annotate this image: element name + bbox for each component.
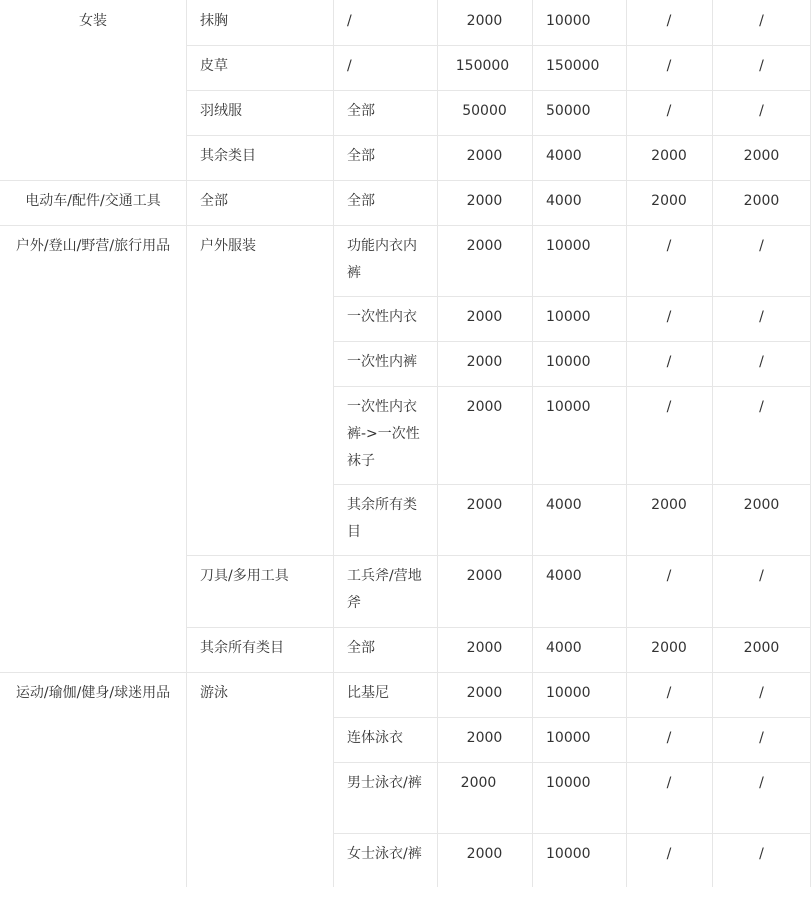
- value-1-cell: 2000: [466, 309, 503, 325]
- value-4-cell: 2000: [743, 640, 780, 656]
- value-3-cell: /: [666, 399, 672, 415]
- row-divider: [333, 341, 811, 342]
- value-2-cell: 4000: [546, 497, 582, 513]
- item-cell: 全部: [347, 640, 375, 656]
- value-3-cell: /: [666, 309, 672, 325]
- item-cell: 全部: [347, 193, 375, 209]
- value-4-cell: /: [759, 309, 764, 325]
- item-cell: 其余所有类目: [347, 497, 417, 540]
- value-1-cell: 2000: [466, 497, 503, 513]
- value-1-cell: 2000: [466, 568, 503, 584]
- row-divider: [186, 135, 811, 136]
- value-1-cell: 2000: [460, 775, 497, 791]
- subcategory-cell: 全部: [200, 193, 228, 209]
- value-4-cell: /: [759, 13, 764, 29]
- value-2-cell: 10000: [546, 775, 591, 791]
- subcategory-cell: 户外服装: [200, 238, 256, 254]
- row-divider: [333, 762, 811, 763]
- value-4-cell: /: [759, 58, 764, 74]
- row-divider: [186, 90, 811, 91]
- subcategory-cell: 其余所有类目: [200, 640, 284, 656]
- value-3-cell: /: [666, 568, 672, 584]
- item-cell: /: [347, 13, 352, 29]
- value-3-cell: /: [666, 103, 672, 119]
- value-3-cell: /: [666, 685, 672, 701]
- subcategory-cell: 皮草: [200, 58, 228, 74]
- value-2-cell: 10000: [546, 730, 591, 746]
- row-divider: [333, 484, 811, 485]
- item-cell: 功能内衣内裤: [347, 238, 417, 281]
- value-1-cell: 2000: [466, 354, 503, 370]
- row-divider: [333, 386, 811, 387]
- item-cell: 男士泳衣/裤: [347, 775, 422, 791]
- item-cell: 全部: [347, 103, 375, 119]
- value-1-cell: 2000: [466, 730, 503, 746]
- item-cell: 比基尼: [347, 685, 389, 701]
- value-4-cell: /: [759, 103, 764, 119]
- value-4-cell: 2000: [743, 497, 780, 513]
- item-cell: 一次性内衣: [347, 309, 417, 325]
- category-cell: 户外/登山/野营/旅行用品: [15, 238, 171, 254]
- value-2-cell: 10000: [546, 354, 591, 370]
- value-2-cell: 10000: [546, 846, 591, 862]
- value-3-cell: 2000: [651, 148, 687, 164]
- value-4-cell: /: [759, 775, 764, 791]
- item-cell: 全部: [347, 148, 375, 164]
- category-cell: 运动/瑜伽/健身/球迷用品: [15, 685, 171, 701]
- item-cell: 一次性内衣裤->一次性袜子: [347, 399, 420, 469]
- value-3-cell: /: [666, 354, 672, 370]
- subcategory-cell: 其余类目: [200, 148, 256, 164]
- value-4-cell: 2000: [743, 193, 780, 209]
- value-2-cell: 10000: [546, 13, 591, 29]
- category-cell: 女装: [79, 13, 107, 29]
- value-1-cell: 2000: [466, 193, 503, 209]
- item-cell: 一次性内裤: [347, 354, 417, 370]
- value-1-cell: 2000: [466, 640, 503, 656]
- item-cell: /: [347, 58, 352, 74]
- column-divider: [532, 0, 533, 887]
- value-4-cell: 2000: [743, 148, 780, 164]
- value-2-cell: 4000: [546, 193, 582, 209]
- value-4-cell: /: [759, 730, 764, 746]
- value-4-cell: /: [759, 846, 764, 862]
- value-2-cell: 150000: [546, 58, 600, 74]
- value-1-cell: 2000: [466, 13, 503, 29]
- value-2-cell: 10000: [546, 238, 591, 254]
- value-1-cell: 2000: [466, 399, 503, 415]
- value-4-cell: /: [759, 685, 764, 701]
- row-divider: [186, 627, 811, 628]
- item-cell: 连体泳衣: [347, 730, 403, 746]
- value-2-cell: 4000: [546, 148, 582, 164]
- item-cell: 女士泳衣/裤: [347, 846, 422, 862]
- value-3-cell: 2000: [651, 193, 687, 209]
- value-3-cell: /: [666, 846, 672, 862]
- row-divider: [186, 555, 811, 556]
- subcategory-cell: 刀具/多用工具: [200, 568, 289, 584]
- value-4-cell: /: [759, 568, 764, 584]
- value-1-cell: 2000: [466, 238, 503, 254]
- value-2-cell: 10000: [546, 309, 591, 325]
- row-divider: [333, 717, 811, 718]
- row-divider: [0, 180, 811, 181]
- value-1-cell: 50000: [462, 103, 507, 119]
- row-divider: [333, 296, 811, 297]
- category-cell: 电动车/配件/交通工具: [25, 193, 161, 209]
- value-1-cell: 150000: [455, 58, 510, 74]
- column-divider: [712, 0, 713, 887]
- value-2-cell: 10000: [546, 685, 591, 701]
- row-divider: [186, 45, 811, 46]
- row-divider: [333, 833, 811, 834]
- column-divider: [437, 0, 438, 887]
- value-2-cell: 4000: [546, 568, 582, 584]
- value-2-cell: 4000: [546, 640, 582, 656]
- row-divider: [0, 225, 811, 226]
- value-2-cell: 50000: [546, 103, 591, 119]
- value-1-cell: 2000: [466, 685, 503, 701]
- subcategory-cell: 抹胸: [200, 13, 228, 29]
- value-3-cell: /: [666, 775, 672, 791]
- value-3-cell: /: [666, 58, 672, 74]
- value-4-cell: /: [759, 399, 764, 415]
- value-4-cell: /: [759, 238, 764, 254]
- value-3-cell: /: [666, 13, 672, 29]
- column-divider: [626, 0, 627, 887]
- column-divider: [333, 0, 334, 887]
- subcategory-cell: 游泳: [200, 685, 228, 701]
- row-divider: [0, 672, 811, 673]
- value-3-cell: 2000: [651, 640, 687, 656]
- value-1-cell: 2000: [466, 148, 503, 164]
- value-3-cell: /: [666, 238, 672, 254]
- value-2-cell: 10000: [546, 399, 591, 415]
- value-3-cell: 2000: [651, 497, 687, 513]
- subcategory-cell: 羽绒服: [200, 103, 242, 119]
- column-divider: [186, 0, 187, 887]
- item-cell: 工兵斧/营地斧: [347, 568, 422, 611]
- value-1-cell: 2000: [466, 846, 503, 862]
- value-3-cell: /: [666, 730, 672, 746]
- value-4-cell: /: [759, 354, 764, 370]
